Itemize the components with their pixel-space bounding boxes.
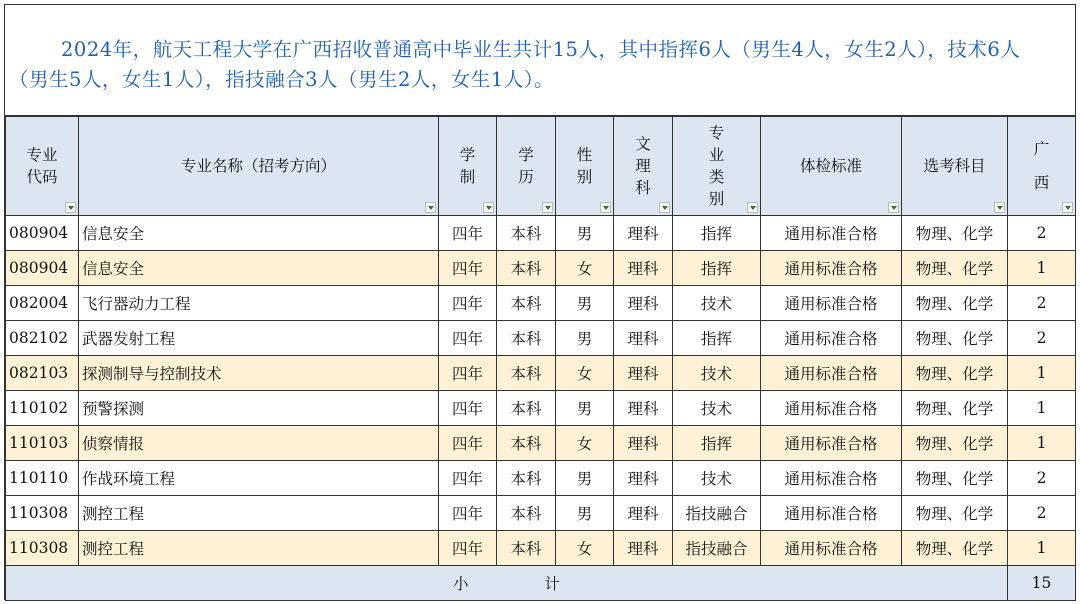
cell-duration[interactable]: 四年	[439, 391, 497, 426]
cell-gender[interactable]: 女	[556, 531, 614, 566]
cell-level[interactable]: 本科	[497, 496, 556, 531]
cell-code[interactable]: 110110	[6, 461, 79, 496]
cell-physical[interactable]: 通用标准合格	[761, 321, 902, 356]
cell-duration[interactable]: 四年	[439, 321, 497, 356]
cell-code[interactable]: 080904	[6, 216, 79, 251]
cell-exam[interactable]: 物理、化学	[902, 321, 1008, 356]
cell-code[interactable]: 082004	[6, 286, 79, 321]
cell-count[interactable]: 1	[1008, 251, 1076, 286]
cell-category[interactable]: 技术	[673, 391, 761, 426]
total-count: 15	[1008, 566, 1076, 601]
cell-gender[interactable]: 女	[556, 251, 614, 286]
cell-duration[interactable]: 四年	[439, 286, 497, 321]
cell-physical[interactable]: 通用标准合格	[761, 286, 902, 321]
admission-table	[5, 116, 1076, 601]
cell-category[interactable]: 指技融合	[673, 531, 761, 566]
cell-name[interactable]: 信息安全	[79, 216, 439, 251]
cell-physical[interactable]: 通用标准合格	[761, 251, 902, 286]
cell-category[interactable]: 指挥	[673, 251, 761, 286]
cell-subject[interactable]: 理科	[614, 356, 673, 391]
total-row	[6, 566, 1076, 601]
filter-dropdown-icon[interactable]	[542, 202, 553, 213]
cell-exam[interactable]: 物理、化学	[902, 251, 1008, 286]
cell-level[interactable]: 本科	[497, 356, 556, 391]
cell-exam[interactable]: 物理、化学	[902, 356, 1008, 391]
cell-code[interactable]: 082102	[6, 321, 79, 356]
table-row	[6, 531, 1076, 566]
header-subject[interactable]: 文理科	[614, 117, 673, 216]
filter-dropdown-icon[interactable]	[994, 202, 1005, 213]
cell-subject[interactable]: 理科	[614, 286, 673, 321]
cell-level[interactable]: 本科	[497, 251, 556, 286]
cell-duration[interactable]: 四年	[439, 461, 497, 496]
cell-category[interactable]: 指挥	[673, 426, 761, 461]
cell-code[interactable]: 080904	[6, 251, 79, 286]
table-row	[6, 286, 1076, 321]
cell-level[interactable]: 本科	[497, 391, 556, 426]
cell-exam[interactable]: 物理、化学	[902, 496, 1008, 531]
cell-category[interactable]: 技术	[673, 461, 761, 496]
cell-duration[interactable]: 四年	[439, 531, 497, 566]
cell-subject[interactable]: 理科	[614, 216, 673, 251]
filter-dropdown-icon[interactable]	[747, 202, 758, 213]
cell-exam[interactable]: 物理、化学	[902, 286, 1008, 321]
cell-name[interactable]: 探测制导与控制技术	[79, 356, 439, 391]
cell-gender[interactable]: 女	[556, 356, 614, 391]
cell-duration[interactable]: 四年	[439, 216, 497, 251]
header-row	[6, 117, 1076, 216]
cell-physical[interactable]: 通用标准合格	[761, 356, 902, 391]
cell-count[interactable]: 2	[1008, 216, 1076, 251]
cell-exam[interactable]: 物理、化学	[902, 426, 1008, 461]
cell-level[interactable]: 本科	[497, 461, 556, 496]
header-physical[interactable]: 体检标准	[761, 117, 902, 216]
cell-count[interactable]: 2	[1008, 496, 1076, 531]
cell-count[interactable]: 2	[1008, 286, 1076, 321]
cell-subject[interactable]: 理科	[614, 391, 673, 426]
total-label: 小 计	[6, 566, 1008, 601]
header-gender[interactable]: 性别	[556, 117, 614, 216]
cell-physical[interactable]: 通用标准合格	[761, 461, 902, 496]
header-level[interactable]: 学历	[497, 117, 556, 216]
table-row	[6, 216, 1076, 251]
cell-physical[interactable]: 通用标准合格	[761, 216, 902, 251]
cell-code[interactable]: 110102	[6, 391, 79, 426]
cell-name[interactable]: 作战环境工程	[79, 461, 439, 496]
table-row	[6, 321, 1076, 356]
header-province[interactable]: 广西	[1008, 117, 1076, 216]
cell-count[interactable]: 2	[1008, 461, 1076, 496]
header-exam[interactable]: 选考科目	[902, 117, 1008, 216]
cell-code[interactable]: 110308	[6, 496, 79, 531]
cell-name[interactable]: 武器发射工程	[79, 321, 439, 356]
header-duration[interactable]: 学制	[439, 117, 497, 216]
header-code[interactable]: 专业代码	[6, 117, 79, 216]
cell-subject[interactable]: 理科	[614, 426, 673, 461]
cell-level[interactable]: 本科	[497, 426, 556, 461]
cell-name[interactable]: 测控工程	[79, 531, 439, 566]
header-category[interactable]: 专业类别	[673, 117, 761, 216]
cell-count[interactable]: 1	[1008, 426, 1076, 461]
cell-subject[interactable]: 理科	[614, 461, 673, 496]
header-name[interactable]: 专业名称（招考方向）	[79, 117, 439, 216]
cell-count[interactable]: 1	[1008, 391, 1076, 426]
cell-category[interactable]: 指挥	[673, 321, 761, 356]
cell-subject[interactable]: 理科	[614, 496, 673, 531]
cell-name[interactable]: 测控工程	[79, 496, 439, 531]
cell-physical[interactable]: 通用标准合格	[761, 496, 902, 531]
cell-code[interactable]: 110308	[6, 531, 79, 566]
cell-gender[interactable]: 男	[556, 321, 614, 356]
cell-level[interactable]: 本科	[497, 216, 556, 251]
filter-dropdown-icon[interactable]	[483, 202, 494, 213]
cell-exam[interactable]: 物理、化学	[902, 461, 1008, 496]
cell-physical[interactable]: 通用标准合格	[761, 426, 902, 461]
cell-name[interactable]: 侦察情报	[79, 426, 439, 461]
filter-dropdown-icon[interactable]	[600, 202, 611, 213]
cell-level[interactable]: 本科	[497, 286, 556, 321]
cell-exam[interactable]: 物理、化学	[902, 391, 1008, 426]
filter-dropdown-icon[interactable]	[1062, 202, 1073, 213]
cell-duration[interactable]: 四年	[439, 496, 497, 531]
cell-duration[interactable]: 四年	[439, 426, 497, 461]
cell-duration[interactable]: 四年	[439, 251, 497, 286]
filter-dropdown-icon[interactable]	[888, 202, 899, 213]
cell-code[interactable]: 110103	[6, 426, 79, 461]
filter-dropdown-icon[interactable]	[659, 202, 670, 213]
table-row	[6, 251, 1076, 286]
cell-name[interactable]: 飞行器动力工程	[79, 286, 439, 321]
cell-level[interactable]: 本科	[497, 531, 556, 566]
filter-dropdown-icon[interactable]	[425, 202, 436, 213]
cell-level[interactable]: 本科	[497, 321, 556, 356]
table-row	[6, 426, 1076, 461]
table-row	[6, 391, 1076, 426]
cell-name[interactable]: 信息安全	[79, 251, 439, 286]
cell-gender[interactable]: 女	[556, 426, 614, 461]
cell-exam[interactable]: 物理、化学	[902, 216, 1008, 251]
cell-name[interactable]: 预警探测	[79, 391, 439, 426]
cell-gender[interactable]: 男	[556, 461, 614, 496]
cell-subject[interactable]: 理科	[614, 531, 673, 566]
intro-text: 2024年，航天工程大学在广西招收普通高中毕业生共计15人，其中指挥6人（男生4人，女生2人），技术6人（男生5人，女生1人），指技融合3人（男生2人，女生1人）。	[5, 5, 1075, 116]
cell-category[interactable]: 技术	[673, 286, 761, 321]
cell-count[interactable]: 1	[1008, 356, 1076, 391]
cell-exam[interactable]: 物理、化学	[902, 531, 1008, 566]
cell-physical[interactable]: 通用标准合格	[761, 531, 902, 566]
filter-dropdown-icon[interactable]	[65, 202, 76, 213]
cell-gender[interactable]: 男	[556, 496, 614, 531]
cell-subject[interactable]: 理科	[614, 251, 673, 286]
cell-category[interactable]: 指挥	[673, 216, 761, 251]
cell-gender[interactable]: 男	[556, 286, 614, 321]
table-row	[6, 461, 1076, 496]
table-row	[6, 496, 1076, 531]
cell-duration[interactable]: 四年	[439, 356, 497, 391]
cell-category[interactable]: 技术	[673, 356, 761, 391]
cell-count[interactable]: 1	[1008, 531, 1076, 566]
cell-subject[interactable]: 理科	[614, 321, 673, 356]
cell-physical[interactable]: 通用标准合格	[761, 391, 902, 426]
cell-gender[interactable]: 男	[556, 216, 614, 251]
cell-count[interactable]: 2	[1008, 321, 1076, 356]
cell-category[interactable]: 指技融合	[673, 496, 761, 531]
table-row	[6, 356, 1076, 391]
admission-sheet	[4, 4, 1076, 600]
cell-gender[interactable]: 男	[556, 391, 614, 426]
cell-code[interactable]: 082103	[6, 356, 79, 391]
